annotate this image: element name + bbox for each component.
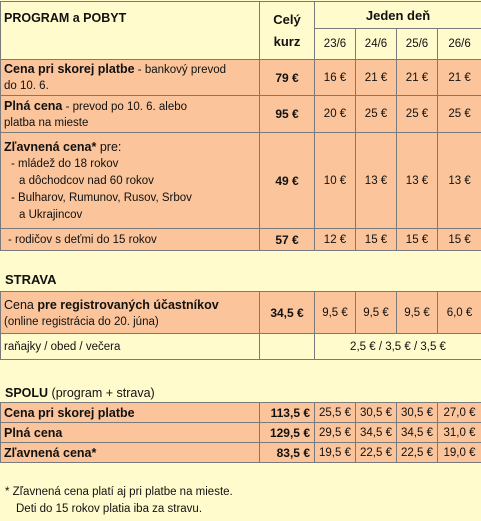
day-price: 22,5 €: [397, 443, 438, 463]
day-price: 25 €: [356, 96, 397, 133]
day-price: 16 €: [315, 60, 356, 96]
day-price: 25 €: [438, 96, 481, 133]
row-label: Cena pri skorej platbe: [1, 403, 260, 423]
footnote-line: * Zľavnená cena platí aj pri platbe na mieste.: [5, 486, 233, 498]
row-label: [1, 133, 260, 229]
section-spolu-title: [5, 386, 155, 400]
day-price: 21 €: [356, 60, 397, 96]
day-price: 27,0 €: [438, 403, 481, 423]
row-label-prefix: Cena: [4, 297, 38, 312]
row-label-line2: do 10. 6.: [4, 80, 49, 92]
row-label-rest: pre:: [96, 140, 122, 154]
day-price: 25,5 €: [315, 403, 356, 423]
col-full-line2: kurz: [273, 33, 301, 49]
day-price: 22,5 €: [356, 443, 397, 463]
table-row: [1, 443, 481, 463]
day-price: 19,5 €: [315, 443, 356, 463]
day-price: 13 €: [356, 133, 397, 229]
day-price: 9,5 €: [356, 292, 397, 334]
row-label: raňajky / obed / večera: [1, 334, 260, 360]
full-price: 83,5 €: [260, 443, 315, 463]
day-price: 21 €: [397, 60, 438, 96]
table-row: [1, 423, 481, 443]
day-price: 15 €: [438, 229, 481, 251]
row-label-rest: - prevod po 10. 6. alebo: [62, 100, 188, 113]
col-full-line1: Celý: [273, 11, 301, 27]
program-title: PROGRAM a POBYT: [1, 2, 260, 60]
section-strava-title: STRAVA: [5, 272, 57, 287]
date-header: 23/6: [315, 29, 356, 60]
row-label-bold: Zľavnená cena*: [4, 140, 97, 154]
day-price: 13 €: [397, 133, 438, 229]
day-price: 29,5 €: [315, 423, 356, 443]
empty-cell: [260, 334, 315, 360]
day-price: 15 €: [356, 229, 397, 251]
day-price: 19,0 €: [438, 443, 481, 463]
day-price: 21 €: [438, 60, 481, 96]
day-price: 25 €: [397, 96, 438, 133]
table-row: [1, 403, 481, 423]
row-label: [1, 60, 260, 96]
day-price: 34,5 €: [397, 423, 438, 443]
row-label-line2: platba na mieste: [4, 116, 89, 129]
date-header: 25/6: [397, 29, 438, 60]
table-row: [1, 292, 481, 334]
row-label-bold: pre registrovaných účastníkov: [37, 297, 219, 312]
table-row: [1, 60, 481, 96]
row-label: [1, 96, 260, 133]
full-price: 49 €: [260, 133, 315, 229]
full-price: 129,5 €: [260, 423, 315, 443]
row-label: Plná cena: [1, 423, 260, 443]
row-label: Zľavnená cena*: [1, 443, 260, 463]
spolu-title-bold: SPOLU: [5, 386, 49, 400]
bullet-item: - mládež do 18 rokov: [11, 158, 119, 170]
strava-table: [0, 291, 481, 360]
spolu-table: [0, 402, 481, 463]
day-price: 15 €: [397, 229, 438, 251]
day-price: 30,5 €: [356, 403, 397, 423]
day-price: 13 €: [438, 133, 481, 229]
col-one-day: Jeden deň: [315, 2, 481, 29]
day-price: 10 €: [315, 133, 356, 229]
day-price: 9,5 €: [397, 292, 438, 334]
footnote-line: Deti do 15 rokov platia iba za stravu.: [16, 503, 203, 515]
day-price: 30,5 €: [397, 403, 438, 423]
program-table: [0, 1, 481, 251]
full-price: 113,5 €: [260, 403, 315, 423]
date-header: 24/6: [356, 29, 397, 60]
row-label: [1, 292, 260, 334]
row-label: - rodičov s deťmi do 15 rokov: [1, 229, 260, 251]
spolu-title-rest: (program + strava): [48, 386, 155, 400]
table-row: [1, 229, 481, 251]
col-full-course: [260, 2, 315, 60]
row-label-bold: Plná cena: [4, 98, 63, 113]
day-price: 31,0 €: [438, 423, 481, 443]
footnotes: [5, 484, 233, 518]
day-price: 6,0 €: [438, 292, 481, 334]
date-header: 26/6: [438, 29, 481, 60]
day-price: 34,5 €: [356, 423, 397, 443]
bullet-item: - Bulharov, Rumunov, Rusov, Srbov: [11, 192, 192, 204]
day-price: 20 €: [315, 96, 356, 133]
table-row: [1, 96, 481, 133]
full-price: 57 €: [260, 229, 315, 251]
bullet-item: a dôchodcov nad 60 rokov: [19, 175, 154, 187]
row-label-rest: - bankový prevod: [134, 64, 227, 76]
bullet-item: a Ukrajincov: [19, 209, 83, 221]
row-label-line2: (online registrácia do 20. júna): [4, 315, 159, 328]
table-row: [1, 334, 481, 360]
table-row: [1, 133, 481, 229]
full-price: 79 €: [260, 60, 315, 96]
full-price: 34,5 €: [260, 292, 315, 334]
day-price: 12 €: [315, 229, 356, 251]
meal-prices: 2,5 € / 3,5 € / 3,5 €: [315, 334, 481, 360]
full-price: 95 €: [260, 96, 315, 133]
row-label-bold: Cena pri skorej platbe: [4, 62, 135, 76]
day-price: 9,5 €: [315, 292, 356, 334]
